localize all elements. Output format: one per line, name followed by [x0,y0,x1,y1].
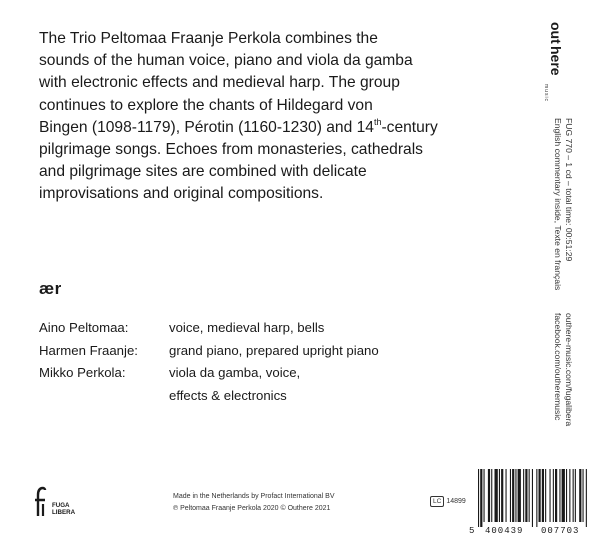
outhere-wordmark [543,22,564,102]
barcode-bar [542,469,544,522]
intro-line-with-superscript [39,116,438,139]
intro-line: improvisations and original compositions. [39,185,324,203]
superscript-th: th [373,116,382,127]
intro-line: pilgrimage songs. Echoes from monasteries, cathedrals [39,141,423,159]
facebook-link: facebook.com/outheremusic [553,313,563,421]
barcode-bar [579,469,581,522]
musician-name: Harmen Fraanje: [39,342,138,358]
barcode-bar [586,469,587,527]
barcode-bar [532,469,533,527]
catalog-line: FUG 770 – 1 cd – total time: 00:51:29 [564,118,574,262]
website-link: outhere-music.com/fugalibera [564,313,574,427]
trio-name: ær [39,279,62,298]
made-in-text: Made in the Netherlands by Profact International BV [173,493,335,500]
musician-row [39,317,379,340]
barcode-bar [575,469,576,522]
barcode-group-left: 400439 [485,526,524,535]
logo-music: music [543,84,549,103]
barcode [468,467,600,535]
barcode-bar [569,469,570,522]
lc-badge: LC [430,496,444,507]
web-links [552,313,574,426]
barcode-bar [523,469,524,522]
barcode-bar [480,469,482,527]
barcode-bar [529,469,530,522]
logo-here: here [548,46,564,76]
barcode-bar [583,469,584,522]
musician-name: Aino Peltomaa: [39,320,129,335]
barcode-bar [491,469,492,522]
barcode-group-right: 007703 [541,526,580,535]
commentary-line: English commentary inside, Texte en français [553,118,563,291]
barcode-bar [515,469,516,522]
outhere-music-logo [545,22,569,107]
barcode-bar [510,469,511,522]
barcode-bar [562,469,565,522]
barcode-bar [536,469,537,527]
musician-role: effects & electronics [169,387,287,403]
barcode-bar [488,469,490,522]
musician-row [39,385,379,408]
barcode-bar [545,469,546,522]
musician-row [39,340,379,363]
barcode-bar [495,469,498,522]
intro-line-part: Bingen (1098-1179), Pérotin (1160-1230) and 14 [39,118,374,136]
barcode-bar [518,469,521,522]
intro-line: sounds of the human voice, piano and viola da gamba [39,52,413,70]
copyright-text: ℗ Peltomaa Fraanje Perkola 2020 © Outhere 2021 [173,504,331,512]
intro-line: and pilgrimage sites are combined with delicate [39,163,367,181]
intro-line: The Trio Peltomaa Fraanje Perkola combines the [39,30,378,47]
musician-name: Mikko Perkola: [39,365,126,380]
barcode-digit-first: 5 [469,526,475,535]
lc-number: 14899 [446,498,466,505]
barcode-bar [512,469,514,522]
libera-line: LIBERA [52,509,76,516]
barcode-bar [555,469,557,522]
barcode-bar [566,469,567,522]
barcode-bar [525,469,527,522]
barcode-bar [506,469,507,522]
musician-role: viola da gamba, voice, [169,365,301,380]
barcode-bar [501,469,503,522]
barcode-bar [484,469,485,522]
logo-out: out [548,22,564,44]
footer-credits [173,491,334,514]
barcode-bar [553,469,554,522]
fuga-libera-logo [33,486,75,518]
musician-role: grand piano, prepared upright piano [169,342,379,358]
fuga-line: FUGA [52,502,70,509]
musician-row [39,362,379,385]
musician-list [39,317,379,407]
intro-line-part: -century [381,118,438,136]
musician-role: voice, medieval harp, bells [169,320,325,335]
barcode-bar [559,469,560,522]
intro-line: with electronic effects and medieval harp. The group [39,74,400,92]
barcode-bar [499,469,500,522]
barcode-bar [478,469,479,527]
musician-name [39,385,169,408]
label-code [430,496,466,507]
catalog-info [552,118,574,290]
barcode-bar [539,469,541,522]
intro-paragraph [39,28,438,206]
fuga-libera-emblem-icon [33,486,49,518]
barcode-bar [573,469,574,522]
intro-line: continues to explore the chants of Hildegard von [39,96,373,114]
barcode-bars [478,469,587,527]
fuga-libera-text [52,502,75,516]
barcode-bar [550,469,551,522]
